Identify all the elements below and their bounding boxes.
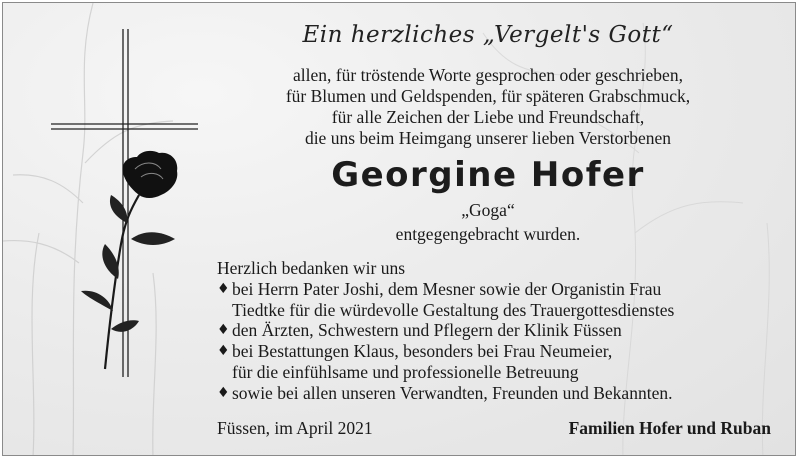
obituary-thank-you-notice <box>2 2 796 456</box>
intro-line: für alle Zeichen der Liebe und Freundschaft, <box>331 107 645 127</box>
after-name-text: entgegengebracht wurden. <box>395 224 581 244</box>
thanks-item: ♦ sowie bei allen unseren Verwandten, Freunden und Bekannten. <box>217 382 673 403</box>
thanks-list <box>217 258 777 404</box>
thanks-item: ♦ bei Bestattungen Klaus, besonders bei Frau Neumeier, <box>217 341 613 362</box>
diamond-bullet-icon: ♦ <box>217 280 230 297</box>
thanks-item: ♦ bei Herrn Pater Joshi, dem Mesner sowie der Organistin Frau <box>217 278 662 299</box>
thanks-item: ♦ den Ärzten, Schwestern und Pflegern der Klinik Füssen <box>217 320 622 341</box>
rose-icon <box>81 151 177 369</box>
intro-text <box>203 65 773 149</box>
thanks-intro: Herzlich bedanken wir uns <box>217 258 406 278</box>
intro-line: für Blumen und Geldspenden, für späteren Grabschmuck, <box>285 86 691 106</box>
place-and-date: Füssen, im April 2021 <box>217 418 373 438</box>
intro-line: die uns beim Heimgang unserer lieben Verstorbenen <box>304 128 672 148</box>
thank-you-heading: Ein herzliches „Vergelt's Gott“ <box>302 22 674 48</box>
deceased-nickname: „Goga“ <box>461 200 515 220</box>
thanks-item-continuation: Tiedtke für die würdevolle Gestaltung des Trauergottesdienstes <box>232 299 675 320</box>
diamond-bullet-icon: ♦ <box>217 322 230 339</box>
diamond-bullet-icon: ♦ <box>217 343 230 360</box>
diamond-bullet-icon: ♦ <box>217 384 230 401</box>
signatories: Familien Hofer und Ruban <box>568 418 771 438</box>
intro-line: allen, für tröstende Worte gesprochen oder geschrieben, <box>293 65 683 85</box>
deceased-name: Georgine Hofer <box>331 155 645 195</box>
thanks-item-continuation: für die einfühlsame und professionelle Betreuung <box>232 361 579 382</box>
cross-with-rose-illustration <box>43 29 213 399</box>
